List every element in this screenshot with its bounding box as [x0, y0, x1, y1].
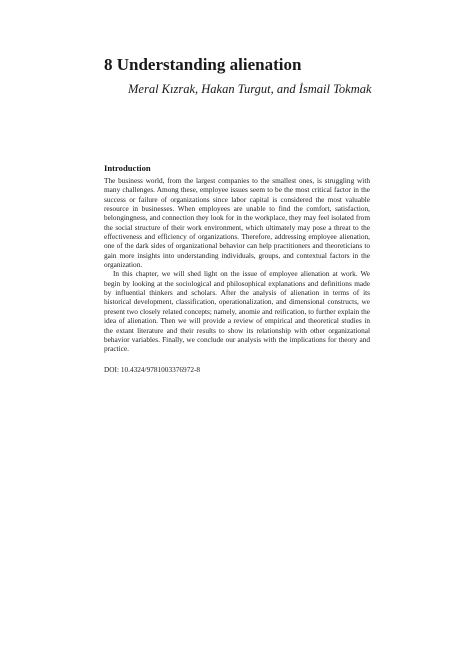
chapter-authors: Meral Kızrak, Hakan Turgut, and İsmail Tokmak [128, 82, 372, 96]
chapter-title: 8 Understanding alienation [104, 55, 302, 74]
body-paragraph: In this chapter, we will shed light on the issue of employee alienation at work. We begin by looking at the sociological and philosophical explanations and definitions made by influential thinkers and scholars. After the analysis of alienation in terms of its historical development, classification, operationalization, and dimensional constructs, we present two closely related concepts; namely, anomie and reification, to further explain the idea of alienation. Then we will provide a review of empirical and theoretical studies in the extant literature and their results to show its relationship with other organizational behavior variables. Finally, we conclude our analysis with the implications for theory and practice. [104, 269, 370, 354]
body-paragraph: The business world, from the largest companies to the smallest ones, is struggling with many challenges. Among these, employee issues seem to be the most critical factor in the success or failure of organizations since labor capital is considered the most valuable resource in businesses. When employees are unable to find the comfort, satisfaction, belongingness, and connection they look for in the workplace, they may feel isolated from the social structure of their work environment, which ultimately may pose a threat to the effectiveness and efficiency of organizations. Therefore, addressing employee alienation, one of the dark sides of organizational behavior can help practitioners and theoreticians to gain more insights into understanding individuals, groups, and contextual factors in the organization. [104, 176, 370, 270]
doi-text: DOI: 10.4324/9781003376972-8 [104, 364, 201, 374]
section-heading: Introduction [104, 163, 151, 173]
introduction-section [104, 163, 370, 374]
